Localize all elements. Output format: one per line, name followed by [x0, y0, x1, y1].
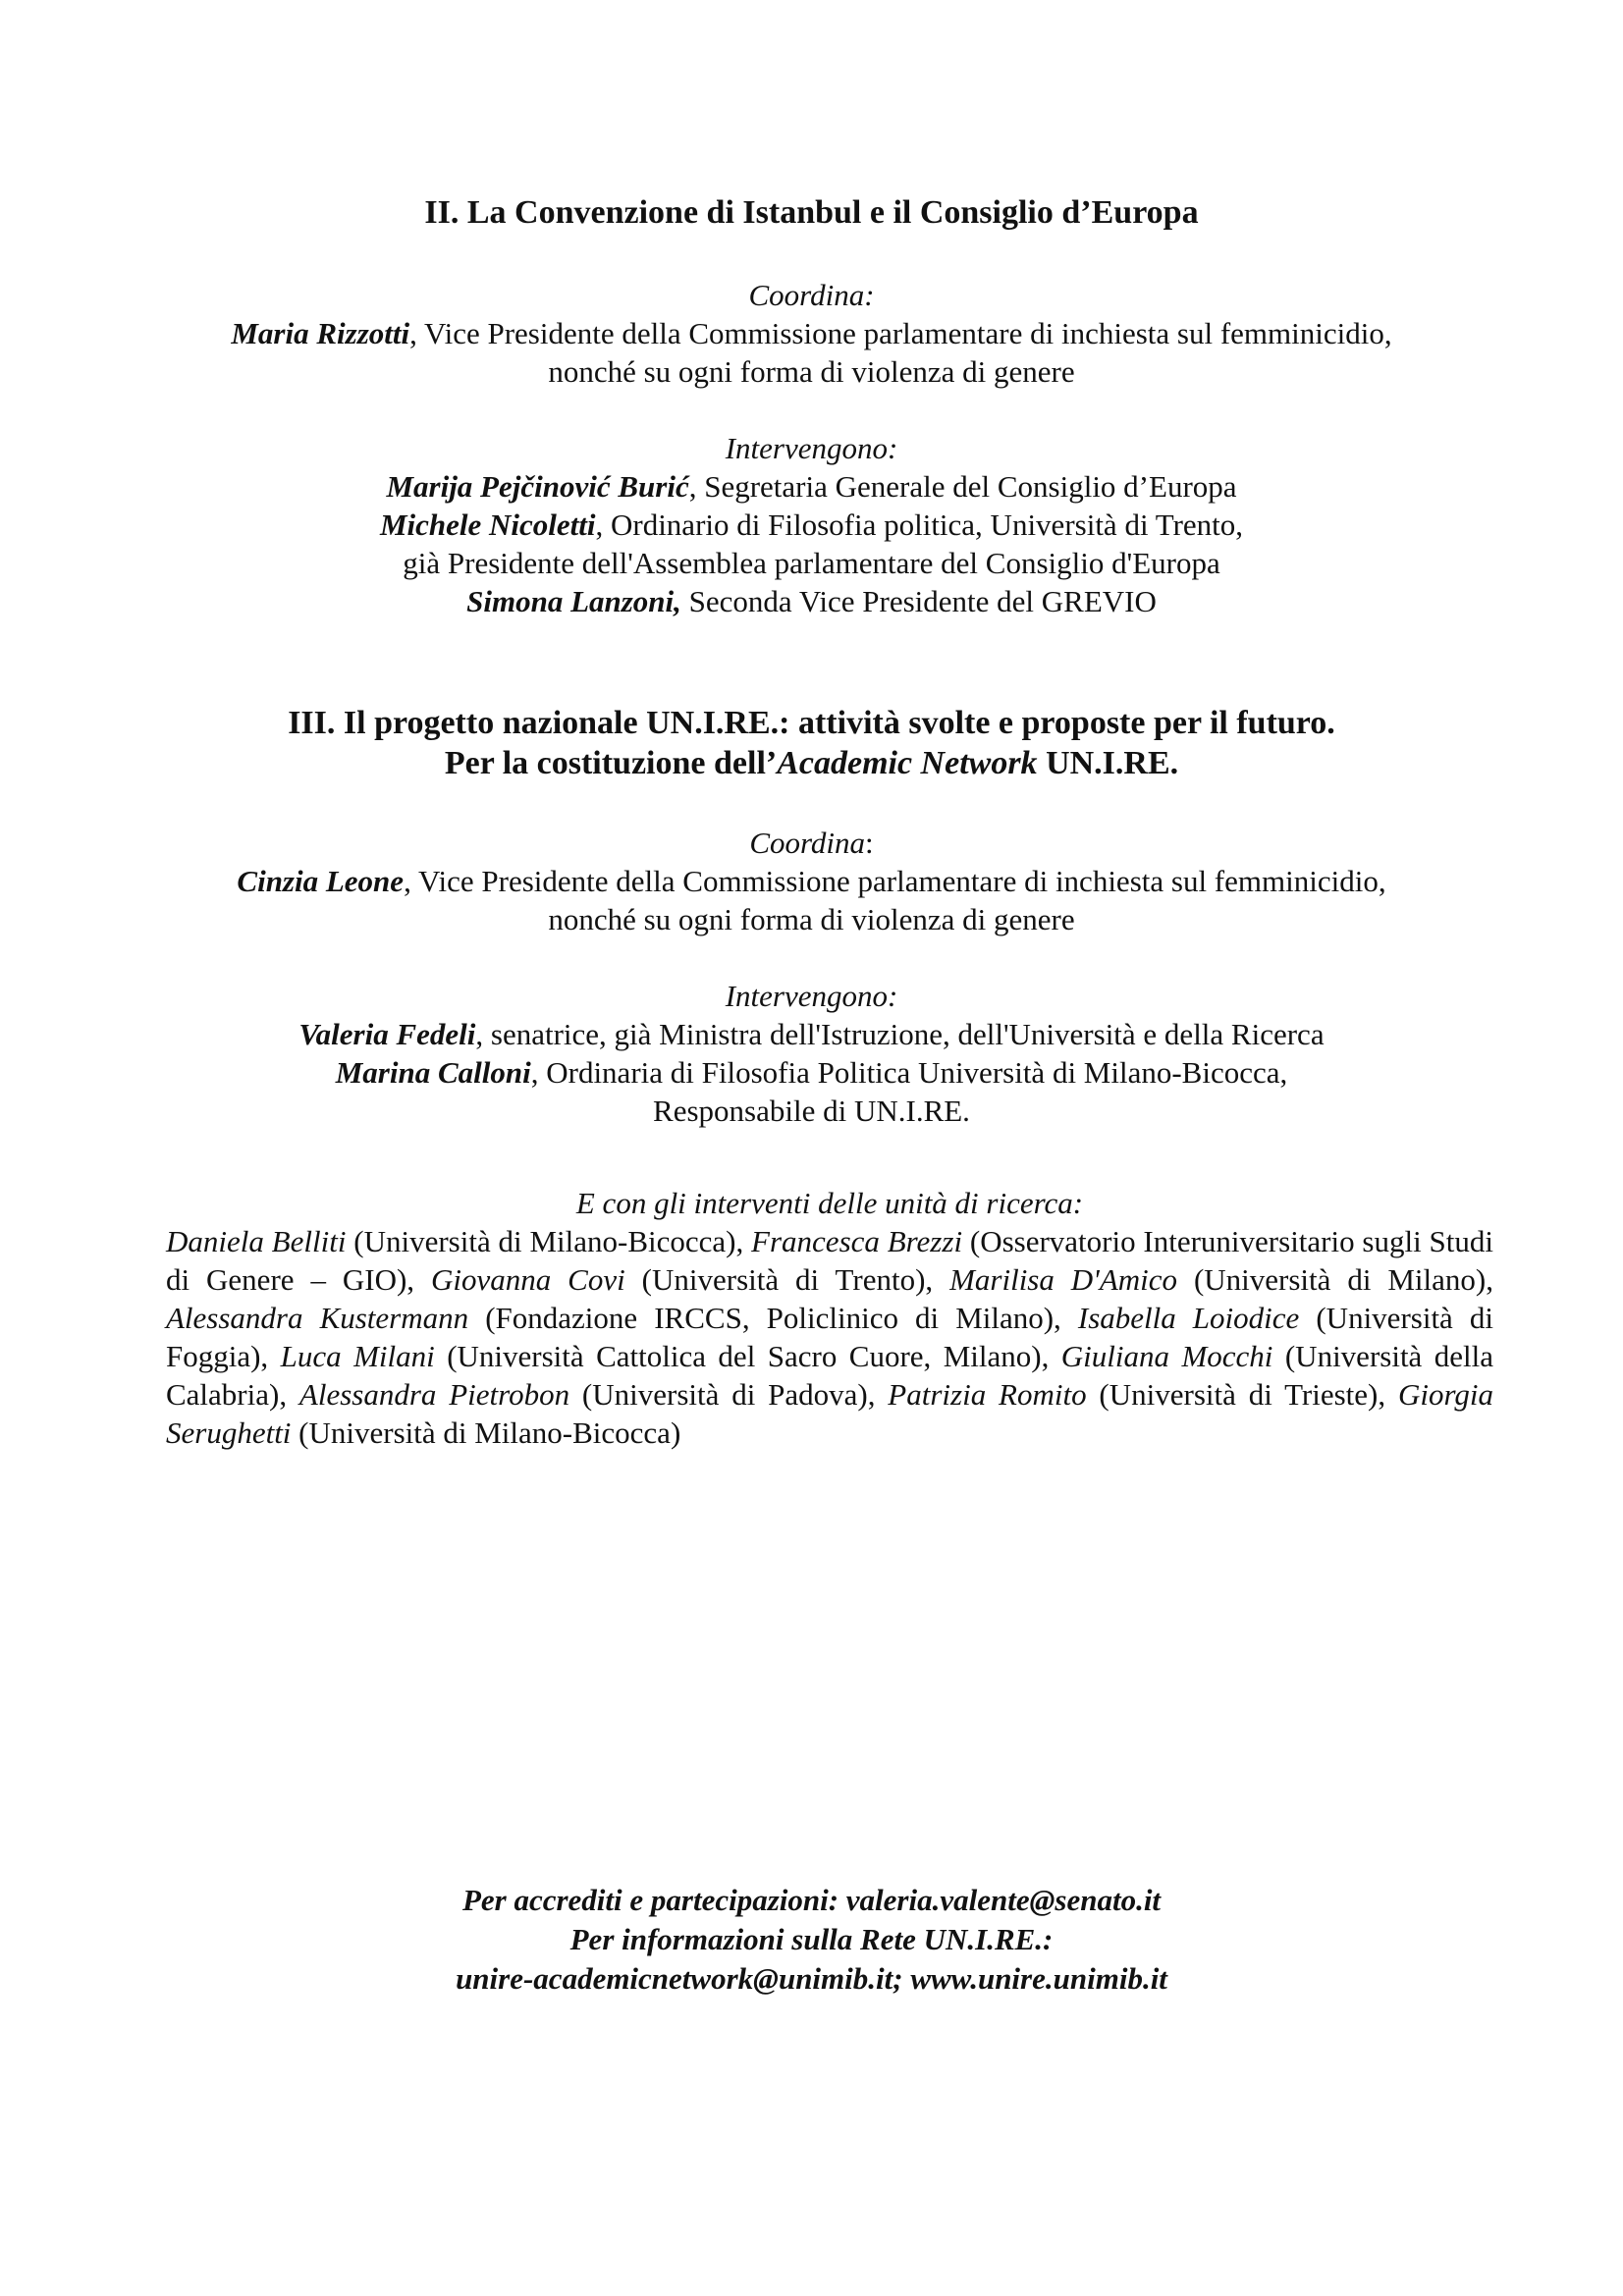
research-unit-affiliation: (Università di Milano-Bicocca),: [346, 1224, 752, 1258]
speaker-name: Valeria Fedeli: [298, 1017, 476, 1051]
speaker-role: , senatrice, già Ministra dell'Istruzione, dell'Università e della Ricerca: [475, 1017, 1325, 1051]
research-units-paragraph: [166, 1184, 1493, 1452]
research-unit-name: Francesca Brezzi: [751, 1224, 963, 1258]
research-unit-affiliation: (Università di Milano),: [1177, 1262, 1493, 1297]
title-part: Per la costituzione dell’: [444, 745, 778, 781]
intervengono-label: Intervengono:: [725, 979, 898, 1013]
research-unit-name: Giorgia Serughetti: [166, 1377, 1493, 1450]
section-3-title-line2: [0, 743, 1623, 783]
research-unit-affiliation: (Osservatorio Interuniversitario sugli Studi di Genere – GIO),: [166, 1224, 1493, 1297]
speaker-role-cont: Responsabile di UN.I.RE.: [653, 1094, 970, 1128]
speaker-name: Simona Lanzoni,: [466, 584, 681, 618]
contact-footer: [0, 1881, 1623, 1999]
footer-info-line: Per informazioni sulla Rete UN.I.RE.:: [569, 1922, 1054, 1956]
research-unit-affiliation: (Fondazione IRCCS, Policlinico di Milano),: [468, 1301, 1078, 1335]
coordinator-role: , Vice Presidente della Commissione parlamentare di inchiesta sul femminicidio,: [404, 864, 1386, 898]
intervengono-label: Intervengono:: [725, 431, 898, 465]
coordinator-name: Cinzia Leone: [237, 864, 405, 898]
section-3-title: [0, 703, 1623, 783]
section-3-speakers: [0, 977, 1623, 1130]
title-part: UN.I.RE.: [1037, 745, 1179, 781]
research-unit-name: Marilisa D'Amico: [949, 1262, 1178, 1297]
speaker-role-cont: già Presidente dell'Assemblea parlamentare del Consiglio d'Europa: [403, 546, 1220, 580]
speaker-line: [0, 467, 1623, 506]
research-unit-affiliation: (Università di Trento),: [624, 1262, 950, 1297]
research-unit-name: Alessandra Kustermann: [166, 1301, 469, 1335]
speaker-name: Marija Pejčinović Burić: [386, 469, 689, 504]
footer-links-line: unire-academicnetwork@unimib.it; www.unire.unimib.it: [456, 1961, 1167, 1996]
speaker-line: [0, 582, 1623, 620]
section-2-speakers: [0, 429, 1623, 620]
section-2-title: II. La Convenzione di Istanbul e il Consiglio d’Europa: [424, 194, 1199, 231]
coordinator-role-cont: nonché su ogni forma di violenza di genere: [548, 354, 1075, 389]
speaker-role: , Segretaria Generale del Consiglio d’Europa: [688, 469, 1237, 504]
research-unit-affiliation: (Università di Milano-Bicocca): [291, 1415, 681, 1450]
research-unit-name: Isabella Loiodice: [1077, 1301, 1300, 1335]
speaker-line: [0, 1015, 1623, 1053]
speaker-role: , Ordinaria di Filosofia Politica Università di Milano-Bicocca,: [530, 1055, 1288, 1090]
coordinator-role: , Vice Presidente della Commissione parlamentare di inchiesta sul femminicidio,: [409, 316, 1392, 350]
research-unit-affiliation: (Università Cattolica del Sacro Cuore, Milano),: [434, 1339, 1061, 1373]
speaker-name: Marina Calloni: [335, 1055, 531, 1090]
coordina-colon: :: [865, 826, 874, 860]
coordinator-name: Maria Rizzotti: [231, 316, 410, 350]
coordina-label: Coordina: [749, 826, 866, 860]
speaker-name: Michele Nicoletti: [379, 507, 596, 542]
research-lead: E con gli interventi delle unità di ricerca:: [575, 1186, 1084, 1220]
research-unit-affiliation: (Università di Foggia),: [166, 1301, 1493, 1373]
section-2-coordination: [0, 276, 1623, 391]
research-unit-name: Giovanna Covi: [430, 1262, 625, 1297]
section-3-title-line1: III. Il progetto nazionale UN.I.RE.: attività svolte e proposte per il futuro.: [288, 705, 1335, 741]
coordina-label-line: [0, 824, 1623, 862]
research-unit-name: Luca Milani: [280, 1339, 435, 1373]
research-unit-name: Alessandra Pietrobon: [298, 1377, 570, 1412]
research-unit-affiliation: (Università della Calabria),: [166, 1339, 1494, 1412]
coordina-label: Coordina:: [748, 278, 875, 312]
footer-accreditation-line: Per accrediti e partecipazioni: valeria.valente@senato.it: [461, 1883, 1162, 1917]
speaker-line: [0, 1053, 1623, 1092]
section-3-coordination: [0, 824, 1623, 938]
research-unit-name: Patrizia Romito: [888, 1377, 1087, 1412]
speaker-role: Seconda Vice Presidente del GREVIO: [680, 584, 1157, 618]
coordinator-role-cont: nonché su ogni forma di violenza di genere: [548, 902, 1075, 936]
title-part-italic: Academic Network: [777, 745, 1038, 781]
speaker-role: , Ordinario di Filosofia politica, Università di Trento,: [595, 507, 1244, 542]
research-unit-affiliation: (Università di Padova),: [569, 1377, 889, 1412]
coordinator-line: [0, 862, 1623, 900]
coordinator-line: [0, 314, 1623, 352]
research-unit-affiliation: (Università di Trieste),: [1086, 1377, 1398, 1412]
research-unit-name: Daniela Belliti: [166, 1224, 347, 1258]
speaker-line: [0, 506, 1623, 544]
research-unit-name: Giuliana Mocchi: [1060, 1339, 1273, 1373]
